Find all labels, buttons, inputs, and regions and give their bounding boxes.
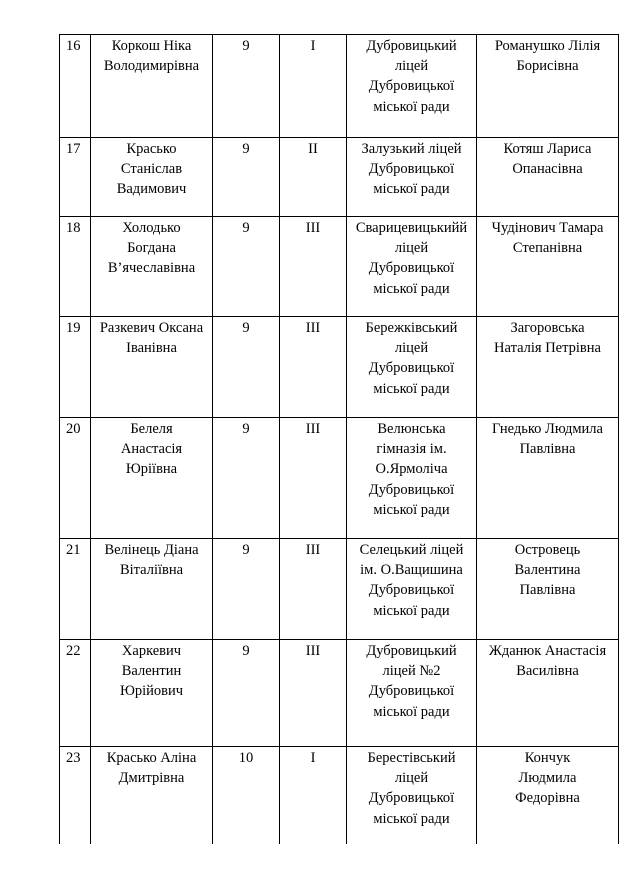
school-cell-line: Бережківський (365, 320, 458, 336)
row-number-cell: 18 (60, 217, 91, 317)
results-table-body (60, 35, 619, 844)
grade-cell: 9 (213, 138, 280, 217)
table-row (60, 418, 619, 539)
student-name-cell-line: Вадимович (116, 181, 187, 198)
results-table (59, 34, 619, 844)
teacher-cell-line: Гнедько Людмила (492, 421, 603, 437)
school-cell (347, 138, 477, 217)
place-cell: III (280, 640, 347, 747)
teacher-cell (477, 35, 619, 138)
teacher-cell (477, 317, 619, 418)
school-cell-line: Велюнська (377, 421, 446, 437)
teacher-cell (477, 539, 619, 640)
place-cell: III (280, 539, 347, 640)
school-cell-line: Дубровицької (368, 78, 455, 95)
teacher-cell-line: Степанівна (512, 240, 583, 257)
student-name-cell-line: Харкевич (121, 643, 182, 659)
student-name-cell-line: Красько Аліна (106, 750, 197, 766)
school-cell-line: міської ради (373, 703, 450, 720)
teacher-cell-line: Кончук (524, 750, 571, 766)
student-name-cell (91, 418, 213, 539)
school-cell-line: О.Ярмоліча (375, 461, 448, 478)
row-number-cell: 22 (60, 640, 91, 747)
student-name-cell-line: В’ячеславівна (107, 260, 196, 277)
school-cell (347, 317, 477, 418)
place-cell: I (280, 747, 347, 844)
student-name-cell-line: Красько (126, 141, 177, 157)
row-number-cell: 21 (60, 539, 91, 640)
school-cell-line: гімназія ім. (376, 441, 447, 458)
teacher-cell (477, 217, 619, 317)
teacher-cell-line: Чудінович Тамара (491, 220, 604, 236)
school-cell-line: Дубровицької (368, 360, 455, 377)
school-cell-line: міської ради (373, 602, 450, 619)
row-number-cell: 16 (60, 35, 91, 138)
student-name-cell (91, 35, 213, 138)
school-cell-line: ім. О.Ващишина (360, 562, 463, 579)
table-row (60, 217, 619, 317)
student-name-cell-line: Велінець Діана (104, 542, 199, 558)
school-cell-line: Дубровицької (368, 260, 455, 277)
place-cell: I (280, 35, 347, 138)
school-cell (347, 539, 477, 640)
school-cell-line: Дубровицької (368, 582, 455, 599)
school-cell-line: Берестівський (367, 750, 456, 766)
table-row (60, 138, 619, 217)
student-name-cell-line: Анастасія (120, 441, 183, 458)
student-name-cell-line: Белеля (130, 421, 173, 437)
student-name-cell-line: Юрійович (119, 683, 184, 700)
teacher-cell-line: Загоровська (510, 320, 585, 336)
school-cell-line: Дубровицький (366, 643, 457, 659)
grade-cell: 10 (213, 747, 280, 844)
row-number-cell: 17 (60, 138, 91, 217)
teacher-cell (477, 640, 619, 747)
teacher-cell-line: Жданюк Анастасія (488, 643, 607, 659)
school-cell-line: міської ради (373, 501, 450, 518)
grade-cell: 9 (213, 217, 280, 317)
table-row (60, 35, 619, 138)
student-name-cell (91, 138, 213, 217)
school-cell-line: Дубровицької (368, 481, 455, 498)
student-name-cell-line: Іванівна (126, 340, 177, 357)
place-cell: III (280, 317, 347, 418)
teacher-cell-line: Людмила (518, 770, 577, 787)
table-row (60, 747, 619, 844)
teacher-cell-line: Романушко Лілія (494, 38, 601, 54)
school-cell (347, 35, 477, 138)
grade-cell: 9 (213, 317, 280, 418)
school-cell-line: Дубровицький (366, 38, 457, 54)
student-name-cell-line: Валентин (121, 663, 182, 680)
teacher-cell-line: Островець (514, 542, 581, 558)
student-name-cell-line: Коркош Ніка (111, 38, 192, 54)
teacher-cell-line: Валентина (514, 562, 581, 579)
school-cell-line: міської ради (373, 810, 450, 827)
school-cell (347, 640, 477, 747)
student-name-cell (91, 640, 213, 747)
student-name-cell-line: Станіслав (120, 161, 183, 178)
school-cell-line: Дубровицької (368, 161, 455, 178)
student-name-cell-line: Віталіївна (119, 562, 184, 579)
teacher-cell (477, 138, 619, 217)
row-number-cell: 19 (60, 317, 91, 418)
school-cell-line: Дубровицької (368, 790, 455, 807)
school-cell-line: ліцей (394, 240, 429, 257)
school-cell (347, 747, 477, 844)
table-row (60, 539, 619, 640)
school-cell-line: ліцей (394, 58, 429, 75)
student-name-cell (91, 317, 213, 418)
student-name-cell-line: Холодько (122, 220, 181, 236)
teacher-cell (477, 747, 619, 844)
school-cell (347, 418, 477, 539)
school-cell-line: Сварицевицькийй (355, 220, 468, 236)
teacher-cell-line: Борисівна (516, 58, 579, 75)
teacher-cell-line: Котяш Лариса (503, 141, 592, 157)
place-cell: III (280, 418, 347, 539)
school-cell-line: міської ради (373, 181, 450, 198)
teacher-cell-line: Федорівна (515, 790, 580, 807)
school-cell-line: Селецький ліцей (359, 542, 464, 558)
teacher-cell-line: Василівна (516, 663, 579, 680)
teacher-cell-line: Павлівна (519, 441, 576, 458)
row-number-cell: 20 (60, 418, 91, 539)
school-cell-line: міської ради (373, 98, 450, 115)
school-cell-line: міської ради (373, 380, 450, 397)
student-name-cell (91, 747, 213, 844)
school-cell (347, 217, 477, 317)
teacher-cell-line: Павлівна (519, 582, 576, 599)
student-name-cell (91, 539, 213, 640)
grade-cell: 9 (213, 418, 280, 539)
row-number-cell: 23 (60, 747, 91, 844)
place-cell: III (280, 217, 347, 317)
student-name-cell-line: Юріївна (125, 461, 178, 478)
grade-cell: 9 (213, 640, 280, 747)
school-cell-line: Залузький ліцей (361, 141, 462, 157)
school-cell-line: ліцей (394, 770, 429, 787)
grade-cell: 9 (213, 539, 280, 640)
school-cell-line: ліцей (394, 340, 429, 357)
student-name-cell-line: Разкевич Оксана (99, 320, 204, 336)
student-name-cell-line: Володимирівна (103, 58, 200, 75)
school-cell-line: ліцей №2 (382, 663, 441, 680)
student-name-cell-line: Богдана (127, 240, 176, 257)
table-row (60, 640, 619, 747)
student-name-cell-line: Дмитрівна (118, 770, 185, 787)
grade-cell: 9 (213, 35, 280, 138)
school-cell-line: міської ради (373, 280, 450, 297)
teacher-cell-line: Опанасівна (512, 161, 583, 178)
student-name-cell (91, 217, 213, 317)
teacher-cell (477, 418, 619, 539)
place-cell: II (280, 138, 347, 217)
school-cell-line: Дубровицької (368, 683, 455, 700)
teacher-cell-line: Наталія Петрівна (494, 340, 601, 357)
table-row (60, 317, 619, 418)
